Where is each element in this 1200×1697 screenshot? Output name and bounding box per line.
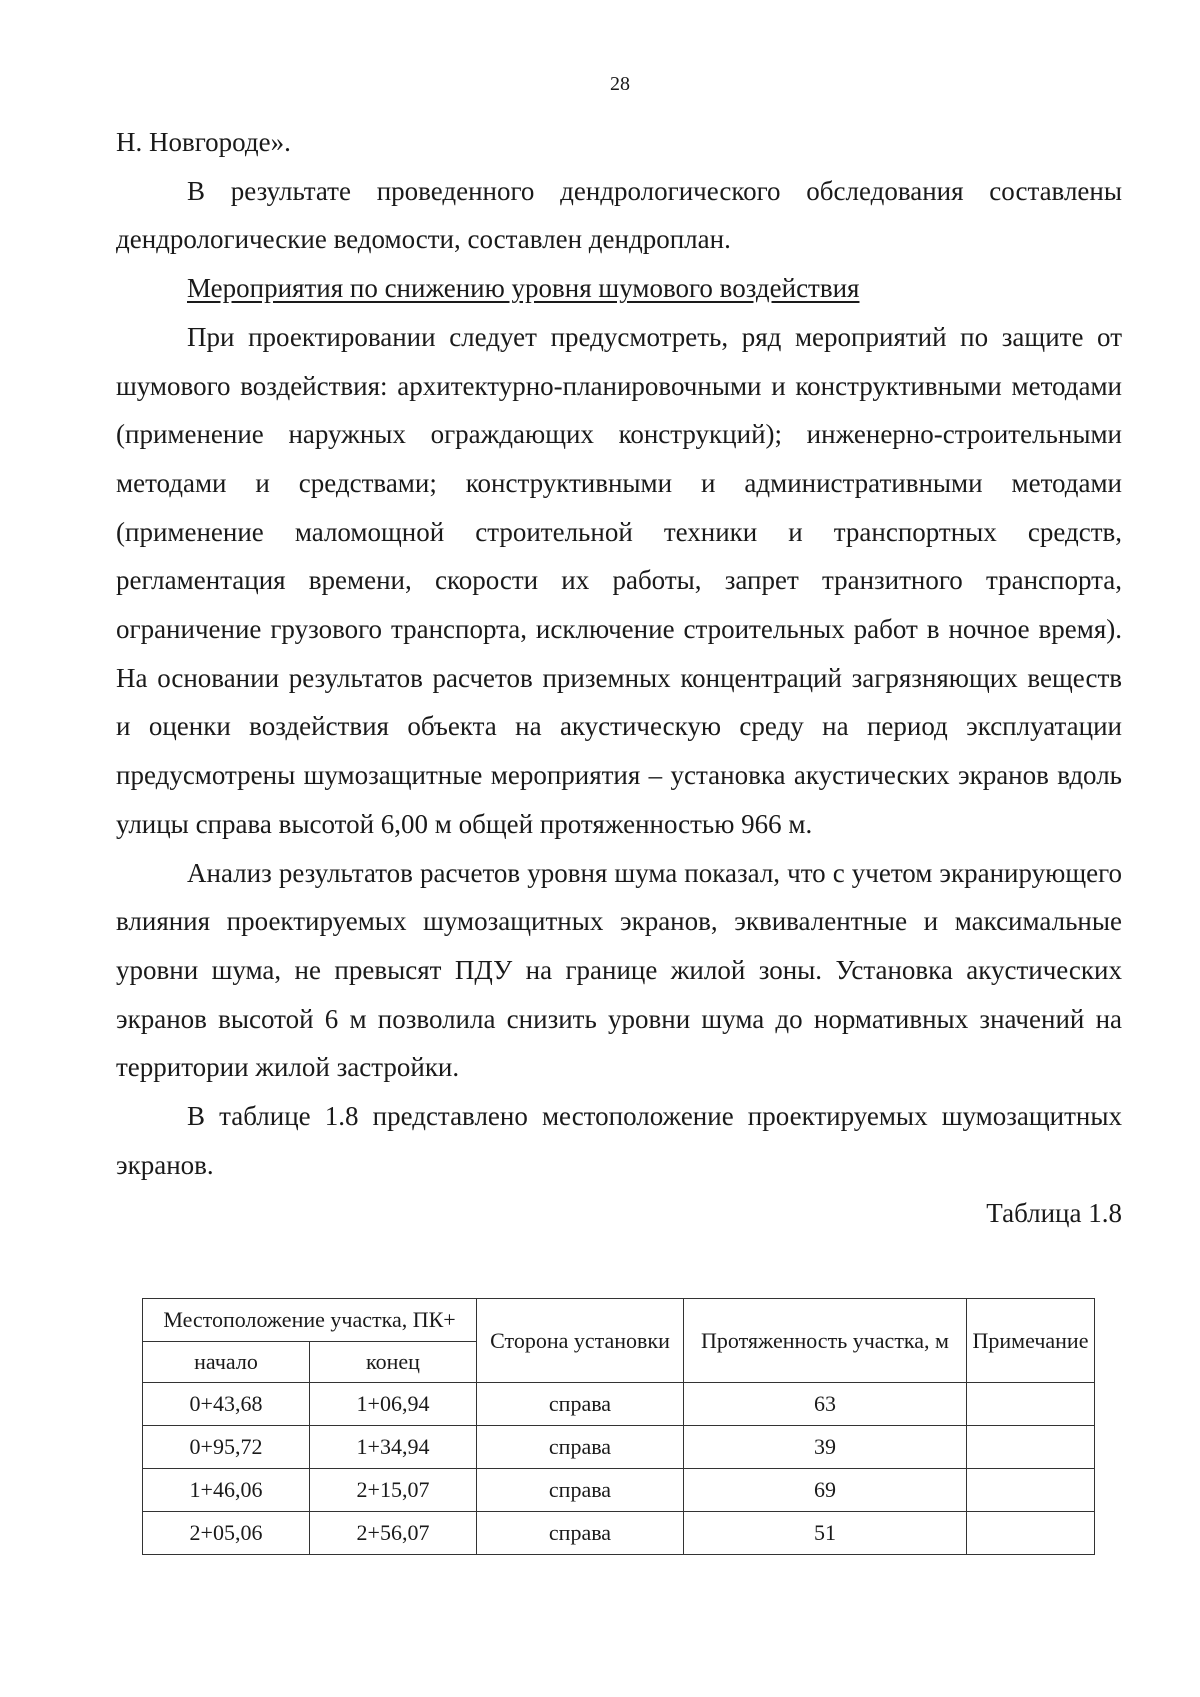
cell-note bbox=[967, 1469, 1095, 1512]
cell-start: 0+95,72 bbox=[143, 1426, 310, 1469]
table-row bbox=[143, 1383, 1095, 1426]
cell-start: 2+05,06 bbox=[143, 1512, 310, 1555]
table-header-row bbox=[143, 1299, 1095, 1342]
cell-end: 1+06,94 bbox=[310, 1383, 477, 1426]
cell-side: справа bbox=[477, 1426, 684, 1469]
header-length: Протяженность участка, м bbox=[684, 1299, 967, 1383]
page-number: 28 bbox=[610, 73, 630, 95]
header-end: конец bbox=[310, 1342, 477, 1383]
cell-note bbox=[967, 1512, 1095, 1555]
header-side: Сторона установки bbox=[477, 1299, 684, 1383]
screens-table bbox=[142, 1298, 1095, 1555]
section-heading: Мероприятия по снижению уровня шумового воздействия bbox=[187, 273, 860, 304]
header-location: Местоположение участка, ПК+ bbox=[143, 1299, 477, 1342]
cell-length: 39 bbox=[684, 1426, 967, 1469]
cell-start: 0+43,68 bbox=[143, 1383, 310, 1426]
header-note: Примечание bbox=[967, 1299, 1095, 1383]
paragraph-table-intro: В таблице 1.8 представлено местоположение проектируемых шумозащитных экранов. bbox=[116, 1101, 1122, 1180]
cell-end: 2+56,07 bbox=[310, 1512, 477, 1555]
cell-length: 51 bbox=[684, 1512, 967, 1555]
cell-end: 1+34,94 bbox=[310, 1426, 477, 1469]
body-text bbox=[116, 118, 1122, 1238]
cell-side: справа bbox=[477, 1512, 684, 1555]
cell-side: справа bbox=[477, 1383, 684, 1426]
cell-note bbox=[967, 1383, 1095, 1426]
table-caption: Таблица 1.8 bbox=[986, 1198, 1122, 1229]
table-row bbox=[143, 1469, 1095, 1512]
screens-table-container bbox=[142, 1298, 1094, 1555]
paragraph-continuation: Н. Новгороде». bbox=[116, 127, 291, 157]
cell-start: 1+46,06 bbox=[143, 1469, 310, 1512]
paragraph-noise-measures: При проектировании следует предусмотреть, ряд мероприятий по защите от шумового воздействия: архитектурно-планировочными и конструктивными методами (применение наружных ограждающих конструкций); инженерно-строительными методами и средствами; конструктивными и административными методами (применение маломощной строительной техники и транспортных средств, регламентация времени, скорости их работы, запрет транзитного транспорта, ограничение грузового транспорта, исключение строительных работ в ночное время). На основании результатов расчетов приземных концентраций загрязняющих веществ и оценки воздействия объекта на акустическую среду на период эксплуатации предусмотрены шумозащитные мероприятия – установка акустических экранов вдоль улицы справа высотой 6,00 м общей протяженностью 966 м. bbox=[116, 321, 1122, 839]
cell-length: 69 bbox=[684, 1469, 967, 1512]
cell-length: 63 bbox=[684, 1383, 967, 1426]
cell-end: 2+15,07 bbox=[310, 1469, 477, 1512]
cell-side: справа bbox=[477, 1469, 684, 1512]
header-start: начало bbox=[143, 1342, 310, 1383]
cell-note bbox=[967, 1426, 1095, 1469]
paragraph-dendrology: В результате проведенного дендрологического обследования составлены дендрологические ведомости, составлен дендроплан. bbox=[116, 175, 1122, 255]
table-row bbox=[143, 1512, 1095, 1555]
paragraph-noise-analysis: Анализ результатов расчетов уровня шума показал, что с учетом экранирующего влияния проектируемых шумозащитных экранов, эквивалентные и максимальные уровни шума, не превысят ПДУ на границе жилой зоны. Установка акустических экранов высотой 6 м позволила снизить уровни шума до нормативных значений на территории жилой застройки. bbox=[116, 857, 1122, 1083]
table-row bbox=[143, 1426, 1095, 1469]
